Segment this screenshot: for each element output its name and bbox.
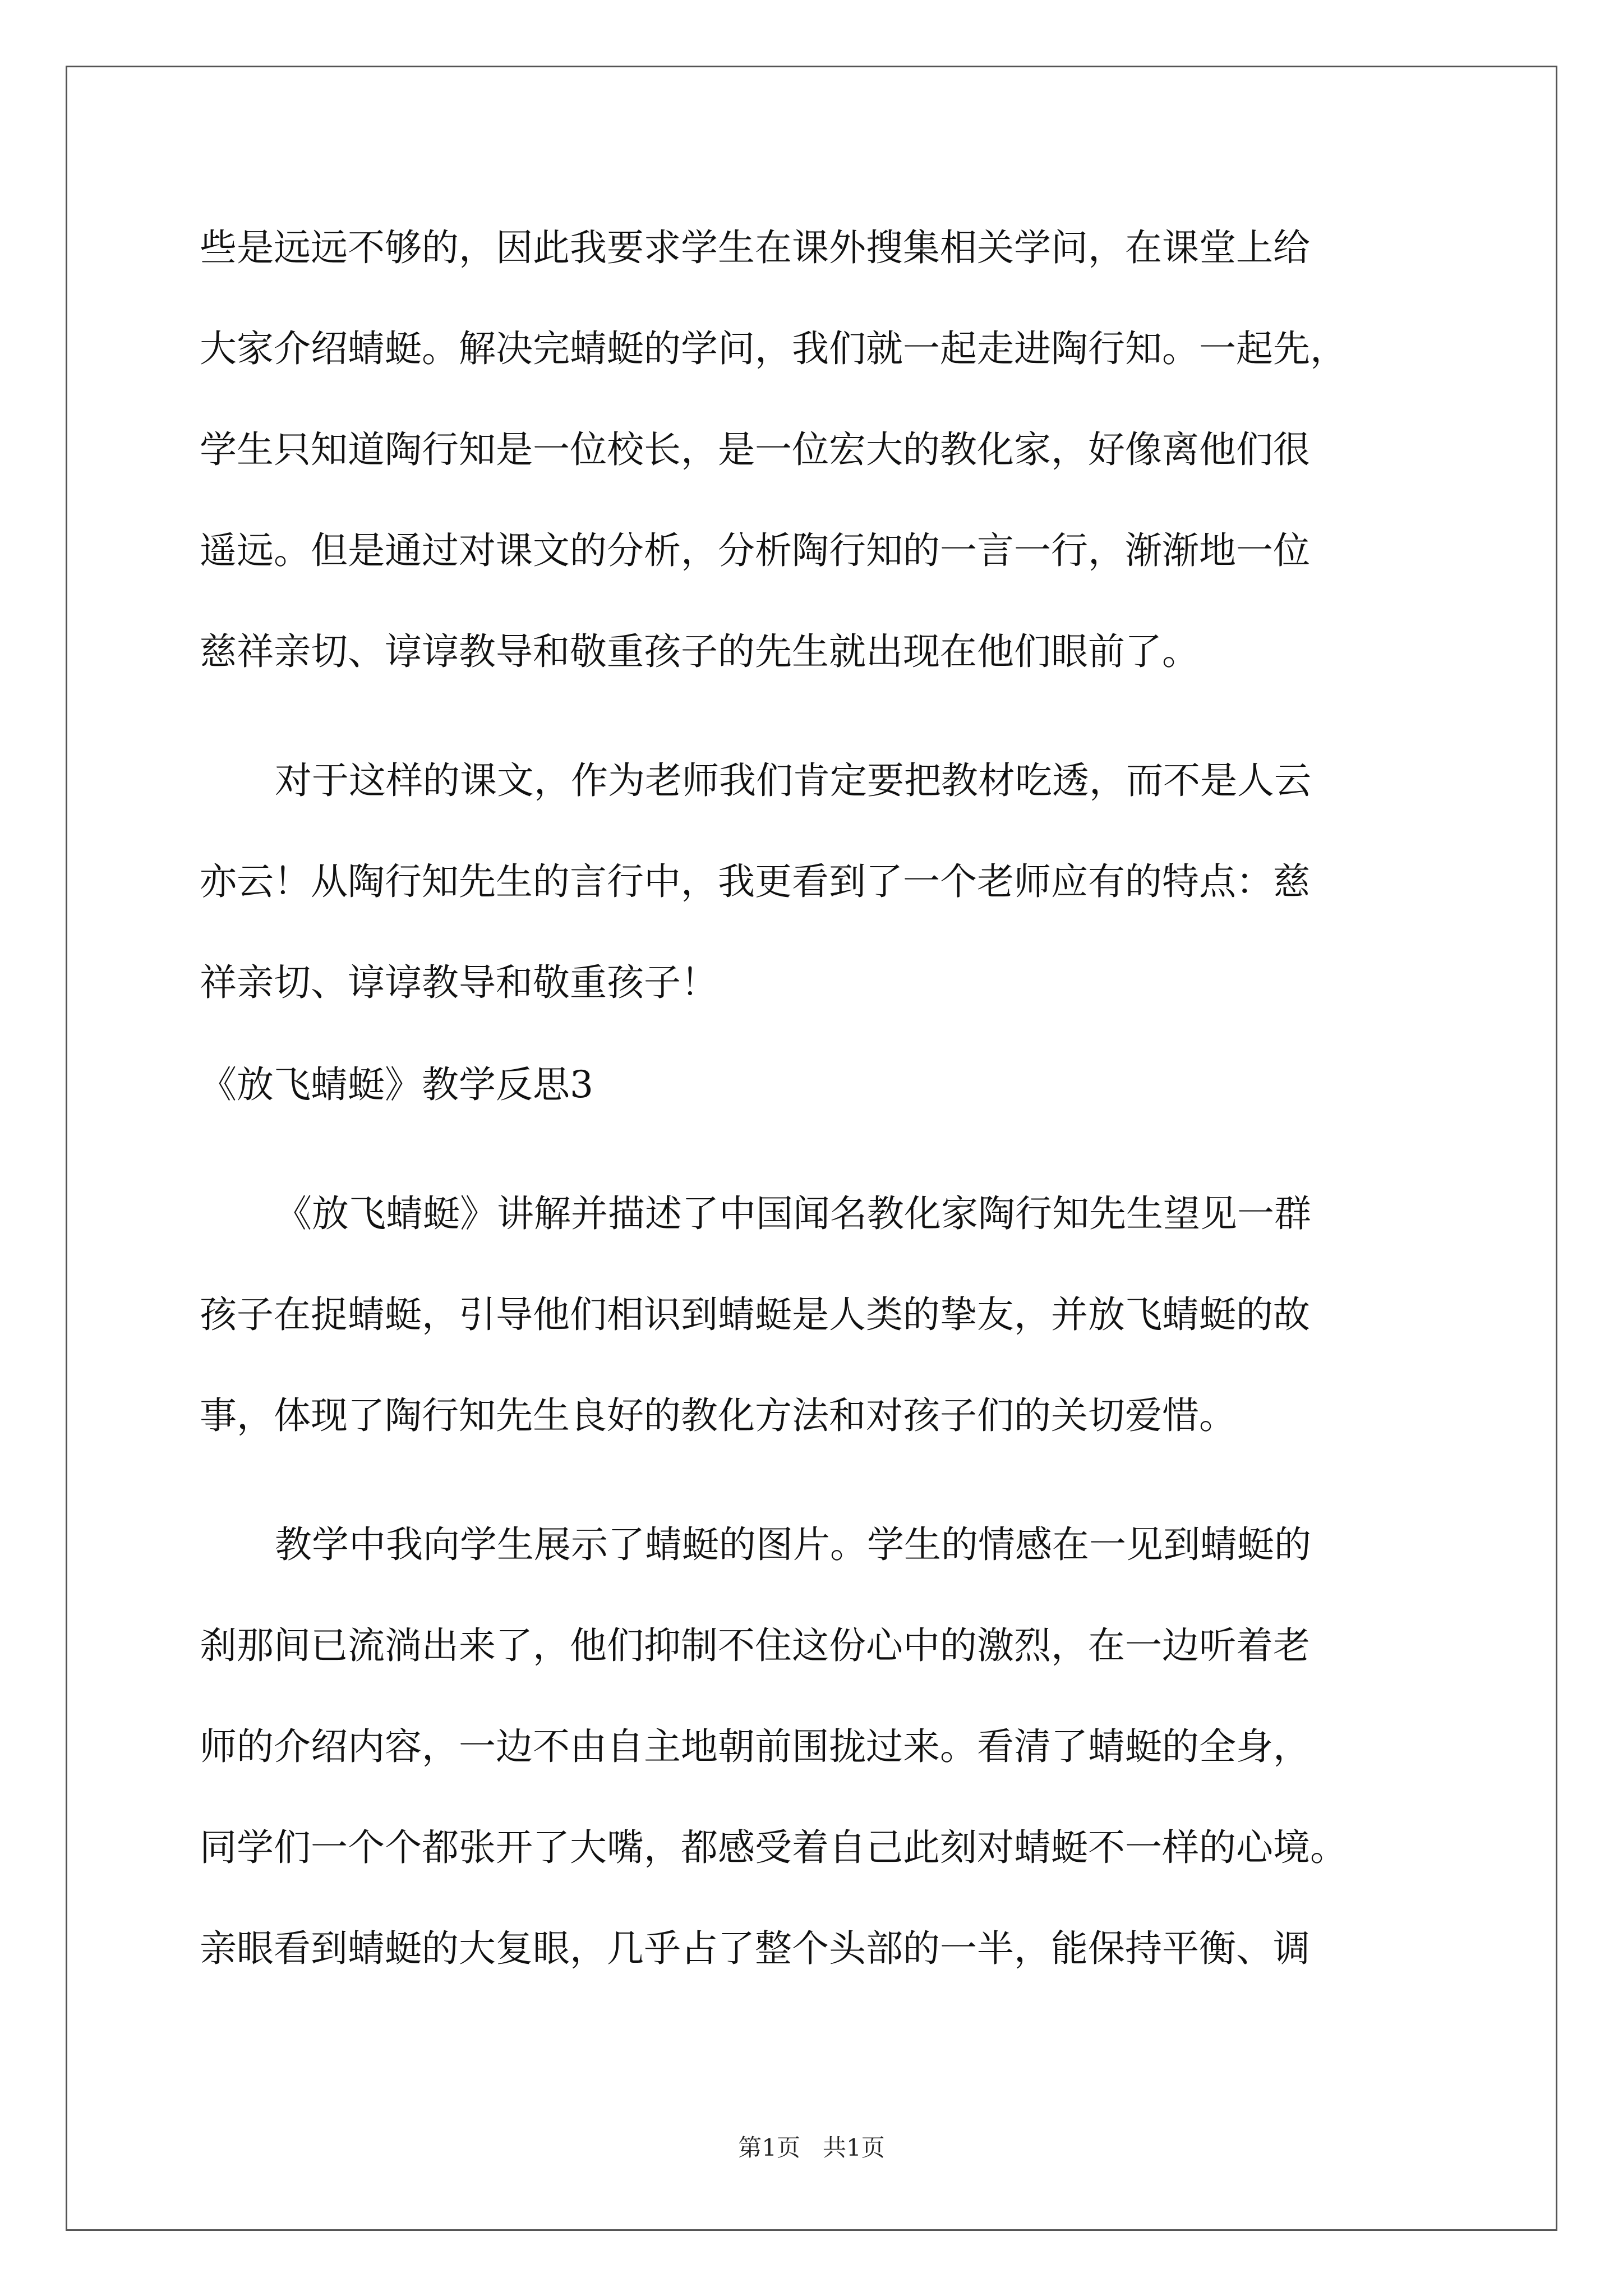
paragraph-3-line-3: 事，体现了陶行知先生良好的教化方法和对孩子们的关切爱惜。 [200,1394,1236,1437]
section-heading: 《放飞蜻蜓》教学反思3 [200,1063,593,1106]
paragraph-3-line-2: 孩子在捉蜻蜓，引导他们相识到蜻蜓是人类的挚友，并放飞蜻蜓的故 [200,1293,1310,1336]
paragraph-4-line-5: 亲眼看到蜻蜓的大复眼，几乎占了整个头部的一半，能保持平衡、调 [200,1927,1310,1970]
paragraph-1-line-4: 遥远。但是通过对课文的分析，分析陶行知的一言一行，渐渐地一位 [200,529,1310,572]
page-border [66,66,1557,2231]
paragraph-2-line-1: 对于这样的课文，作为老师我们肯定要把教材吃透，而不是人云 [275,759,1311,802]
paragraph-4-line-3: 师的介绍内容，一边不由自主地朝前围拢过来。看清了蜻蜓的全身， [200,1725,1310,1768]
paragraph-4-line-2: 刹那间已流淌出来了，他们抑制不住这份心中的激烈，在一边听着老 [200,1624,1310,1667]
paragraph-1-line-1: 些是远远不够的，因此我要求学生在课外搜集相关学问，在课堂上给 [200,226,1310,269]
paragraph-4-line-4: 同学们一个个都张开了大嘴，都感受着自己此刻对蜻蜓不一样的心境。 [200,1826,1347,1869]
page-number-footer: 第1页 共1页 [738,2134,885,2161]
paragraph-1-line-5: 慈祥亲切、谆谆教导和敬重孩子的先生就出现在他们眼前了。 [200,630,1199,673]
paragraph-1-line-2: 大家介绍蜻蜓。解决完蜻蜓的学问，我们就一起走进陶行知。一起先， [200,327,1347,370]
paragraph-4-line-1: 教学中我向学生展示了蜻蜓的图片。学生的情感在一见到蜻蜓的 [275,1523,1311,1566]
paragraph-2-line-2: 亦云！从陶行知先生的言行中，我更看到了一个老师应有的特点：慈 [200,860,1310,903]
paragraph-1-line-3: 学生只知道陶行知是一位校长，是一位宏大的教化家，好像离他们很 [200,428,1310,471]
paragraph-3-line-1: 《放飞蜻蜓》讲解并描述了中国闻名教化家陶行知先生望见一群 [275,1192,1311,1235]
paragraph-2-line-3: 祥亲切、谆谆教导和敬重孩子！ [200,961,718,1004]
